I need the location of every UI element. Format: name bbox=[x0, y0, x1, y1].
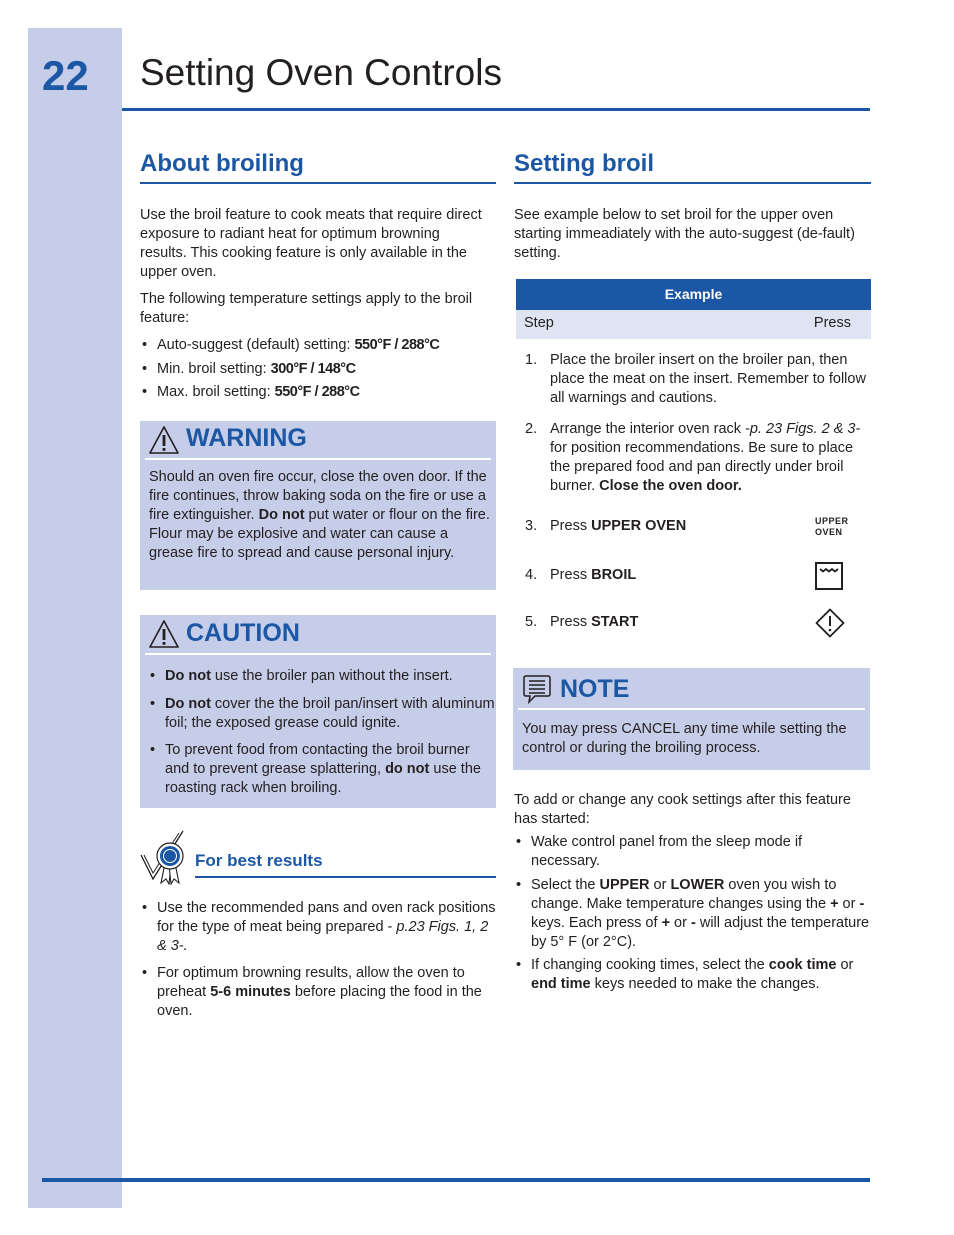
list-item: • Auto-suggest (default) setting: 550°F / 288°C bbox=[140, 336, 496, 355]
list-item: • Max. broil setting: 550°F / 288°C bbox=[140, 383, 496, 402]
column-press: Press bbox=[813, 315, 851, 331]
column-step: Step bbox=[524, 315, 554, 331]
step-text: Press UPPER OVEN bbox=[550, 518, 687, 534]
note-title: NOTE bbox=[560, 675, 630, 703]
list-item: • If changing cooking times, select the cook time or end time keys needed to make the changes. bbox=[514, 956, 871, 994]
caution-title: CAUTION bbox=[186, 619, 300, 647]
note-icon bbox=[523, 674, 551, 704]
step-number: 4. bbox=[525, 567, 538, 583]
warning-text: Should an oven fire occur, close the oven door. If the fire continues, throw baking soda on the fire or use a fire extinguisher. Do not put water or flour on the fire. Flour may be explosive and water can cause a grease fire to spread and cause personal injury. bbox=[149, 469, 490, 561]
settings-intro: The following temperature settings apply to the broil feature: bbox=[140, 291, 473, 326]
start-key-icon[interactable] bbox=[815, 608, 845, 638]
setting-broil-intro: See example below to set broil for the upper oven starting immeadiately with the auto-suggest (de-fault) setting. bbox=[514, 207, 855, 261]
broil-settings-list bbox=[140, 336, 496, 407]
page-title: Setting Oven Controls bbox=[140, 52, 502, 93]
warning-triangle-icon bbox=[148, 425, 180, 455]
changes-list bbox=[514, 833, 871, 994]
caution-list bbox=[148, 667, 496, 798]
setting-broil-heading: Setting broil bbox=[514, 150, 654, 177]
award-ribbon-icon bbox=[139, 829, 187, 885]
list-item: • Use the recommended pans and oven rack positions for the type of meat being prepared - p.23 Figs. 1, 2 & 3-. bbox=[140, 899, 496, 956]
title-rule bbox=[122, 108, 870, 111]
warning-rule bbox=[145, 458, 491, 460]
list-item: • For optimum browning results, allow the oven to preheat 5-6 minutes before placing the food in the oven. bbox=[140, 964, 496, 1021]
note-rule bbox=[518, 708, 865, 710]
about-broiling-heading: About broiling bbox=[140, 150, 304, 177]
broil-key-icon[interactable] bbox=[815, 562, 843, 590]
list-item: • To prevent food from contacting the broil burner and to prevent grease splattering, do not use the roasting rack when broiling. bbox=[148, 741, 496, 798]
changes-intro: To add or change any cook settings after this feature has started: bbox=[514, 792, 851, 827]
list-item: • Do not cover the the broil pan/insert with aluminum foil; the exposed grease could ignite. bbox=[148, 695, 496, 733]
setting-broil-rule bbox=[514, 182, 871, 184]
footer-rule bbox=[42, 1178, 870, 1182]
list-item: • Min. broil setting: 300°F / 148°C bbox=[140, 360, 496, 379]
about-broiling-rule bbox=[140, 182, 496, 184]
step-text: Press START bbox=[550, 614, 639, 630]
warning-title: WARNING bbox=[186, 424, 307, 452]
example-table-columns bbox=[516, 310, 871, 339]
step-number: 5. bbox=[525, 614, 538, 630]
best-results-list bbox=[140, 899, 496, 1021]
about-broiling-intro: Use the broil feature to cook meats that require direct exposure to radiant heat for optimum browning results. This cooking feature is only available in the upper oven. bbox=[140, 207, 482, 280]
caution-rule bbox=[145, 653, 491, 655]
list-item: • Do not use the broiler pan without the insert. bbox=[148, 667, 496, 686]
best-results-rule bbox=[195, 876, 496, 878]
step-number: 3. bbox=[525, 518, 538, 534]
warning-box bbox=[140, 421, 496, 590]
step-number: 2. bbox=[525, 421, 538, 437]
step-text: Arrange the interior oven rack -p. 23 Figs. 2 & 3- for position recommendations. Be sure to place the prepared food and pan directly under broil burner. Close the oven door. bbox=[550, 421, 861, 494]
step-text: Press BROIL bbox=[550, 567, 637, 583]
example-table-header: Example bbox=[516, 279, 871, 310]
note-box bbox=[513, 668, 870, 770]
note-text: You may press CANCEL any time while setting the control or during the broiling process. bbox=[522, 721, 847, 756]
best-results-title: For best results bbox=[195, 851, 323, 870]
page-number: 22 bbox=[42, 52, 89, 99]
step-number: 1. bbox=[525, 352, 538, 368]
page-sidebar bbox=[28, 28, 122, 1208]
upper-oven-key[interactable]: UPPER OVEN bbox=[815, 516, 849, 537]
list-item: • Select the UPPER or LOWER oven you wish to change. Make temperature changes using the + or - keys. Each press of + or - will adjust the temperature by 5° F (or 2°C). bbox=[514, 876, 871, 952]
caution-triangle-icon bbox=[148, 619, 180, 649]
list-item: • Wake control panel from the sleep mode if necessary. bbox=[514, 833, 871, 871]
step-text: Place the broiler insert on the broiler pan, then place the meat on the insert. Remember to follow all warnings and cautions. bbox=[550, 352, 866, 406]
caution-box bbox=[140, 615, 496, 808]
